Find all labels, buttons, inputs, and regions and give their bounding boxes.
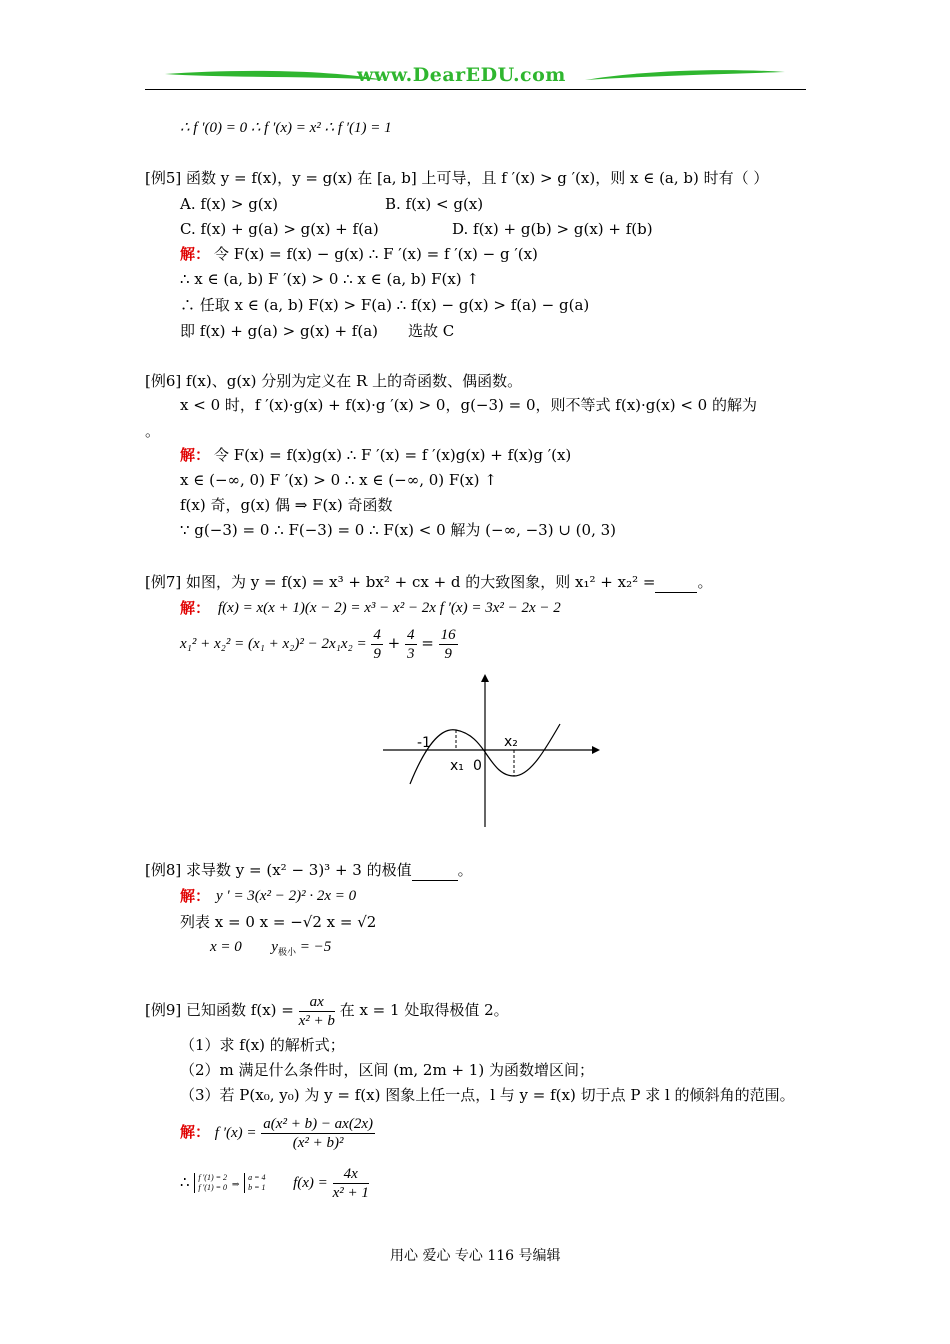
fraction-ax-over: $\frac{ax}{\text{x² + b}}$ bbox=[298, 993, 335, 1029]
y-axis-arrow bbox=[481, 674, 489, 682]
example5-step2: ∴ x ∈ (a, b) F ′(x) > 0 ∴ x ∈ (a, b) F(x) ↑ bbox=[180, 270, 479, 288]
footer: 用心 爱心 专心 116 号编辑 bbox=[390, 1248, 561, 1264]
x-axis-arrow bbox=[592, 746, 600, 754]
example9-part3: （3）若 P(x₀, y₀) 为 y = f(x) 图象上任一点，l 与 y = f(x) 切于点 P 求 l 的倾斜角的范围。 bbox=[180, 1086, 795, 1104]
solution-label: 解： bbox=[180, 446, 211, 464]
solution-label: 解： bbox=[180, 245, 211, 263]
example8-end: 。 bbox=[457, 861, 473, 879]
label-zero: 0 bbox=[473, 758, 482, 774]
site-title: www.DearEDU.com bbox=[357, 64, 566, 86]
example7-step1: f(x) = x(x + 1)(x − 2) = x³ − x² − 2x f ′(x) = 3x² − 2x − 2 bbox=[218, 600, 561, 616]
example8-question bbox=[145, 860, 473, 881]
example7-question bbox=[145, 572, 712, 593]
line-derivatives: ∴ f ′(0) = 0 ∴ f ′(x) = x² ∴ f ′(1) = 1 bbox=[180, 120, 392, 136]
example9-part1: （1）求 f(x) 的解析式； bbox=[180, 1036, 345, 1054]
example9-step1: 解： f ′(x) = $\frac{\text{a(x² + b) − ax(2x)}}{\text{(x² + b)²}}$ bbox=[180, 1115, 373, 1151]
system-right: a = 4 b = 1 bbox=[244, 1173, 265, 1193]
example5-step4: 即 f(x) + g(a) > g(x) + f(a) bbox=[180, 322, 379, 340]
example8-table: 列表 x = 0 x = −√2 x = √2 bbox=[180, 913, 377, 931]
example6-step3: f(x) 奇，g(x) 偶 ⇒ F(x) 奇函数 bbox=[180, 496, 393, 514]
fraction-derivative: $\frac{\text{a(x² + b) − ax(2x)}}{\text{(x² + b)²}}$ bbox=[263, 1115, 373, 1151]
example6-step1: 令 F(x) = f(x)g(x) ∴ F ′(x) = f ′(x)g(x) + f(x)g ′(x) bbox=[214, 446, 572, 464]
fraction-result: $\frac{4x}{\text{x² + 1}}$ bbox=[332, 1165, 369, 1201]
answer-blank bbox=[655, 572, 697, 593]
header-swoosh-left bbox=[165, 66, 385, 90]
example8-step1: y ′ = 3(x² − 2)² · 2x = 0 bbox=[216, 888, 357, 904]
label-x1: x₁ bbox=[450, 758, 464, 774]
header-swoosh-right bbox=[585, 66, 785, 90]
solution-label: 解： bbox=[180, 599, 211, 617]
example7-step2-text: x₁² + x₂² = (x₁ + x₂)² − 2x₁x₂ = bbox=[180, 636, 367, 652]
example7-text: [例7] 如图，为 y = f(x) = x³ + bx² + cx + d 的大致图象，则 x₁² + x₂² = bbox=[145, 573, 656, 591]
example5-step1: 令 F(x) = f(x) − g(x) ∴ F ′(x) = f ′(x) − g ′(x) bbox=[214, 245, 538, 263]
answer-blank bbox=[412, 860, 458, 881]
fraction-4-3: $\frac{4}{3}$ bbox=[407, 626, 415, 662]
fraction-4-9: $\frac{4}{9}$ bbox=[373, 626, 381, 662]
option-b: B. f(x) < g(x) bbox=[385, 195, 484, 213]
option-a: A. f(x) > g(x) bbox=[180, 195, 278, 213]
cubic-graph bbox=[380, 672, 605, 832]
example6-period: 。 bbox=[145, 422, 161, 440]
example7-step2: x₁² + x₂² = (x₁ + x₂)² − 2x₁x₂ = $\frac{4}{9}$ + $\frac{4}{3}$ = $\frac{16}{9}$ bbox=[180, 626, 456, 662]
example9-part2: （2）m 满足什么条件时，区间 (m, 2m + 1) 为函数增区间； bbox=[180, 1061, 594, 1079]
example9-question: [例9] 已知函数 f(x) = $\frac{ax}{\text{x² + b}}$ 在 x = 1 处取得极值 2。 bbox=[145, 993, 509, 1029]
example8-result: x = 0 $y_{极小} = -5$ bbox=[210, 939, 332, 957]
label-x2: x₂ bbox=[504, 734, 518, 750]
example6-condition: x < 0 时，f ′(x)·g(x) + f(x)·g ′(x) > 0，g(−3) = 0，则不等式 f(x)·g(x) < 0 的解为 bbox=[180, 396, 757, 414]
header bbox=[145, 60, 806, 92]
example7-end: 。 bbox=[697, 573, 713, 591]
example5-answer: 选故 C bbox=[408, 322, 455, 340]
solution-label: 解： bbox=[180, 887, 211, 905]
example5-step3: ∴ 任取 x ∈ (a, b) F(x) > F(a) ∴ f(x) − g(x) > f(a) − g(a) bbox=[180, 296, 590, 314]
example6-step4: ∵ g(−3) = 0 ∴ F(−3) = 0 ∴ F(x) < 0 解为 (−∞, −3) ∪ (0, 3) bbox=[180, 521, 617, 539]
option-c: C. f(x) + g(a) > g(x) + f(a) bbox=[180, 220, 379, 238]
fraction-16-9: $\frac{16}{9}$ bbox=[440, 626, 456, 662]
system-left: f ′(1) = 2 f ′(1) = 0 bbox=[194, 1173, 227, 1193]
example5-question: [例5] 函数 y = f(x)，y = g(x) 在 [a, b] 上可导，且 f ′(x) > g ′(x)，则 x ∈ (a, b) 时有（ ） bbox=[145, 169, 769, 187]
example6-question: [例6] f(x)、g(x) 分别为定义在 R 上的奇函数、偶函数。 bbox=[145, 372, 523, 390]
option-d: D. f(x) + g(b) > g(x) + f(b) bbox=[452, 220, 653, 238]
example8-text: [例8] 求导数 y = (x² − 3)³ + 3 的极值 bbox=[145, 861, 412, 879]
example9-step2: ∴ f ′(1) = 2 f ′(1) = 0 ⇒ a = 4 b = 1 f(x) = $\frac{4x}{\text{x² + 1}}$ bbox=[180, 1165, 369, 1201]
label-neg1: -1 bbox=[417, 735, 431, 751]
header-rule bbox=[145, 89, 806, 90]
solution-label: 解： bbox=[180, 1123, 211, 1141]
example6-step2: x ∈ (−∞, 0) F ′(x) > 0 ∴ x ∈ (−∞, 0) F(x) ↑ bbox=[180, 471, 497, 489]
